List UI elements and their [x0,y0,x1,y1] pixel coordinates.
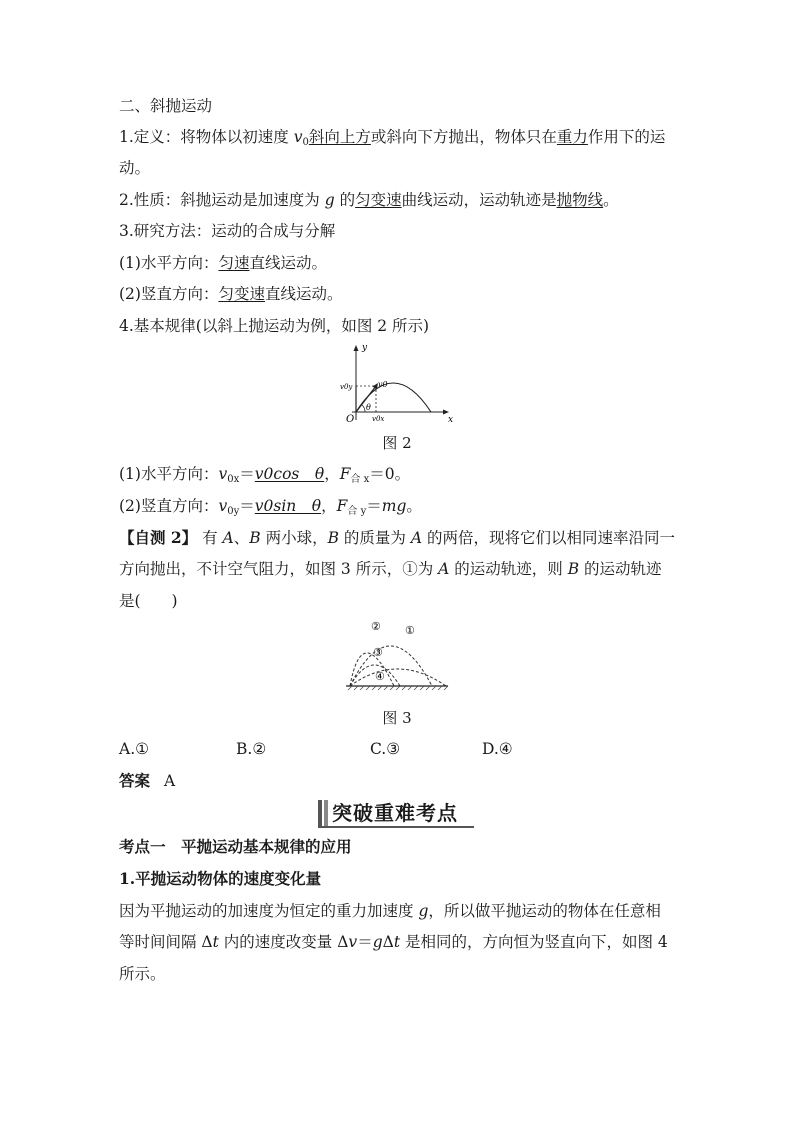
definition-cont: 动。 [119,159,151,177]
def-v-sub: 0 [302,137,309,148]
st-t4: 的质量为 [338,529,411,547]
eq1-line [119,464,410,490]
def-v: v [293,128,303,146]
horizontal-blank: 匀速 [218,254,250,272]
def-blank-2: 重力 [556,128,588,146]
eq1-eq: ＝ [239,465,255,483]
p1-t5: 是相同的，方向恒为竖直向下，如图 4 [400,933,668,951]
def-blank-1: 斜向上方 [308,128,371,146]
label-theta: θ [366,403,371,412]
eq1-text: (1)水平方向： [119,465,219,483]
nature-blank-2: 抛物线 [556,191,604,209]
st-t2: 、 [233,529,250,547]
option-d: D.④ [482,740,513,758]
label-3: ③ [373,646,383,659]
option-a: A.① [119,740,150,758]
st-t1: 有 [197,529,223,547]
label-y: y [362,343,368,353]
eq1-post: ＝0。 [369,465,411,483]
horizontal-text-2: 直线运动。 [249,254,327,272]
section-banner [318,798,474,828]
label-v0y: v0y [340,383,353,391]
banner-bar [318,800,322,826]
banner-bar-light [324,800,328,826]
answer-value: A [164,772,176,790]
nature-text-2: 的 [334,191,356,209]
figure-2-caption: 图 2 [382,434,412,452]
selftest-line-1 [119,528,675,548]
p1-t2: ，所以做平抛运动的物体在任意相 [428,902,661,920]
banner-underline [318,826,474,828]
def-text-3: 作用下的运 [587,128,666,146]
nature-line [119,190,619,210]
p1-t3: 等时间间隔 Δ [119,933,213,951]
p1-g: g [418,902,429,920]
st-t7: 的运动轨迹，则 [449,560,568,578]
selftest-line-3: 是( ) [119,592,178,610]
st-t3: 两小球， [260,529,328,547]
eq1-v-sub: 0x [227,474,240,485]
p1-delta: Δ [382,933,394,951]
st-t8: 的运动轨迹 [579,560,662,578]
p1-t4: 内的速度改变量 Δ [218,933,349,951]
p1-t: t [212,933,219,951]
st-b1: B [249,529,261,547]
st-a1: A [222,529,234,547]
horizontal-line [119,253,327,273]
eq2-v: v [218,497,228,515]
eq2-blank: v0sin θ [254,497,322,515]
vertical-text-2: 直线运动。 [264,285,343,303]
selftest-line-2 [119,559,662,579]
st-b3: B [567,560,580,578]
st-t6: 方向抛出，不计空气阻力，如图 3 所示，①为 [119,560,439,578]
point1-line-3: 所示。 [119,965,166,983]
rule-heading: 4.基本规律(以斜上抛运动为例，如图 2 所示) [119,317,430,335]
eq2-eq2: ＝ [366,497,382,515]
vertical-line [119,284,343,304]
eq2-comma: ， [321,497,337,515]
eq2-text: (2)竖直方向： [119,497,219,515]
label-x: x [448,415,454,425]
p1-t2-var: t [393,933,401,951]
method-line: 3.研究方法：运动的合成与分解 [119,222,336,240]
figure-3-diagram [342,616,452,696]
nature-text-1: 2.性质：斜抛运动是加速度为 [119,191,325,209]
st-a3: A [438,560,450,578]
option-b: B.② [236,740,267,758]
theta-arc [362,405,365,412]
label-4: ④ [375,670,385,683]
nature-text-4: 。 [603,191,619,209]
eq2-mg: mg [381,497,407,515]
eq1-blank: v0cos θ [254,465,325,483]
nature-g: g [324,191,335,209]
eq2-v-sub: 0y [227,506,240,517]
horizontal-text-1: (1)水平方向： [119,254,219,272]
st-t5: 的两倍，现将它们以相同速率沿同一 [422,529,675,547]
eq1-comma: ， [324,465,340,483]
eq2-F-sub: 合 y [347,506,367,517]
eq1-F-sub: 合 x [350,474,370,485]
eq1-v: v [218,465,228,483]
point1-heading: 1.平抛运动物体的速度变化量 [119,869,322,888]
answer-label: 答案 [119,771,151,790]
st-a2: A [410,529,423,547]
def-text-1: 1.定义：将物体以初速度 [119,128,294,146]
p1-eq: ＝ [357,933,373,951]
nature-text-3: 曲线运动，运动轨迹是 [401,191,557,209]
eq2-line [119,496,422,522]
eq2-eq: ＝ [239,497,255,515]
eq1-F: F [339,465,351,483]
point1-line-1 [119,901,661,921]
answer-line [119,771,175,791]
p1-t1: 因为平抛运动的加速度为恒定的重力加速度 [119,902,419,920]
vertical-text-1: (2)竖直方向： [119,285,219,303]
figure-2-diagram [338,342,458,426]
p1-v: v [348,933,358,951]
selftest-tag: 【自测 2】 [119,528,198,547]
label-v0: v0 [378,380,388,389]
st-b2: B [327,529,339,547]
label-1: ① [405,624,415,637]
section-heading: 二、斜抛运动 [119,97,213,115]
y-axis-arrow [354,345,359,351]
x-axis-arrow [443,410,449,415]
figure-3-caption: 图 3 [382,709,412,727]
definition-line [119,127,665,153]
banner-title: 突破重难考点 [332,801,458,825]
def-text-2: 或斜向下方抛出，物体只在 [370,128,557,146]
nature-blank-1: 匀变速 [355,191,402,209]
kaodian-heading: 考点一 平抛运动基本规律的应用 [119,837,352,856]
trajectory-4 [350,669,446,686]
eq2-post: 。 [406,497,422,515]
p1-g2: g [372,933,383,951]
label-v0x: v0x [372,415,385,423]
option-c: C.③ [370,740,401,758]
eq2-F: F [336,497,348,515]
vertical-blank: 匀变速 [218,285,265,303]
label-o: O [346,414,355,425]
label-2: ② [371,620,381,633]
point1-line-2 [119,932,668,952]
